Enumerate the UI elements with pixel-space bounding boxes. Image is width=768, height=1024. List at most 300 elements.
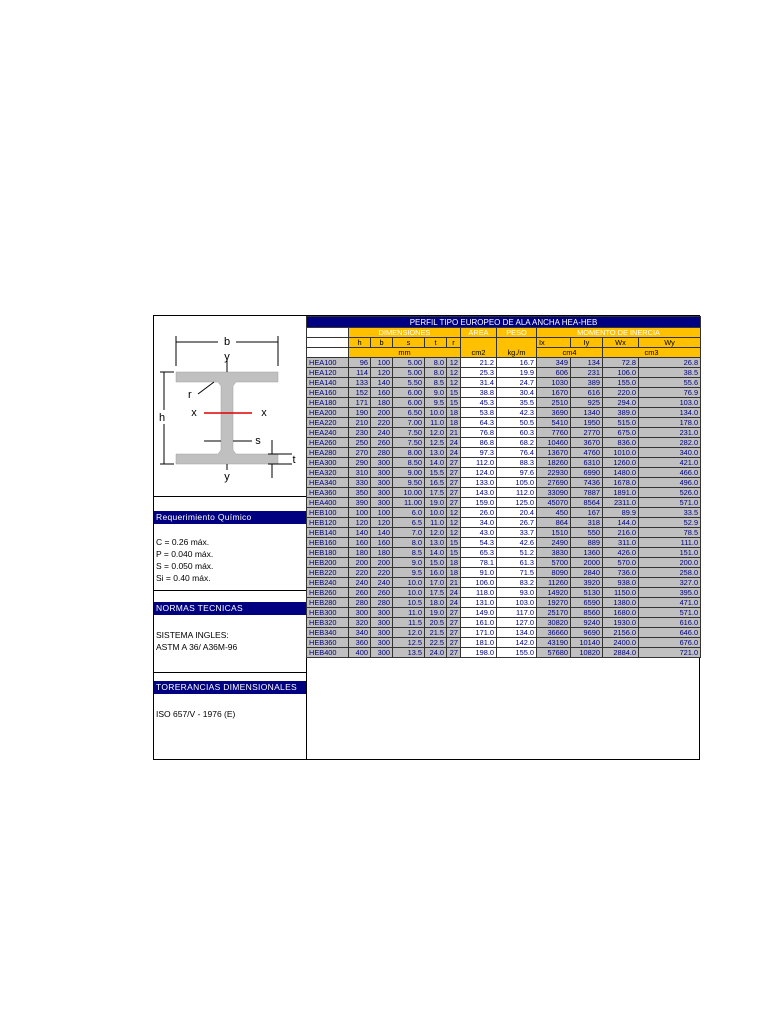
table-cell: 86.8: [461, 438, 497, 448]
table-cell: 27: [447, 498, 461, 508]
table-cell: 120: [371, 518, 393, 528]
col-wx: Wx: [603, 338, 639, 348]
table-cell: 570.0: [603, 558, 639, 568]
table-cell: 15: [447, 538, 461, 548]
table-cell: 1891.0: [603, 488, 639, 498]
table-cell: 13.0: [425, 538, 447, 548]
table-cell: 1670: [537, 388, 571, 398]
profile-name-cell: HEB180: [307, 548, 349, 558]
table-cell: 571.0: [639, 498, 701, 508]
table-cell: 250: [349, 438, 371, 448]
table-cell: 8.5: [425, 378, 447, 388]
profile-name-cell: HEA400: [307, 498, 349, 508]
table-row: [307, 418, 701, 428]
profile-name-cell: HEA120: [307, 368, 349, 378]
table-cell: 12.0: [425, 528, 447, 538]
table-cell: 2311.0: [603, 498, 639, 508]
profile-name-cell: HEB280: [307, 598, 349, 608]
table-cell: 7887: [571, 488, 603, 498]
table-cell: 52.9: [639, 518, 701, 528]
table-cell: 550: [571, 528, 603, 538]
table-cell: 8.5: [393, 548, 425, 558]
table-cell: 30.4: [497, 388, 537, 398]
table-cell: 171: [349, 398, 371, 408]
table-cell: 270: [349, 448, 371, 458]
table-cell: 22930: [537, 468, 571, 478]
table-cell: 26.7: [497, 518, 537, 528]
table-cell: 300: [371, 498, 393, 508]
table-cell: 327.0: [639, 578, 701, 588]
table-cell: 27: [447, 458, 461, 468]
profile-name-cell: HEB100: [307, 508, 349, 518]
table-cell: 17.0: [425, 578, 447, 588]
table-cell: 8560: [571, 608, 603, 618]
group-momento: MOMENTO DE INERCIA: [537, 328, 701, 338]
table-cell: 114: [349, 368, 371, 378]
table-cell: 300: [371, 608, 393, 618]
table-cell: 24.0: [425, 648, 447, 658]
col-s: s: [393, 338, 425, 348]
table-cell: 220: [349, 568, 371, 578]
table-cell: 76.4: [497, 448, 537, 458]
table-row: [307, 428, 701, 438]
table-cell: 200.0: [639, 558, 701, 568]
table-cell: 21: [447, 578, 461, 588]
table-cell: 3920: [571, 578, 603, 588]
chem-line: C = 0.26 máx.: [156, 537, 210, 547]
table-cell: 42.6: [497, 538, 537, 548]
profile-name-cell: HEA280: [307, 448, 349, 458]
table-cell: 280: [349, 598, 371, 608]
table-row: [307, 598, 701, 608]
table-cell: 1260.0: [603, 458, 639, 468]
chemical-requirement-heading: Requerimiento Químico: [154, 511, 306, 524]
table-row: [307, 618, 701, 628]
table-cell: 350: [349, 488, 371, 498]
table-cell: 97.3: [461, 448, 497, 458]
table-cell: 26.0: [461, 508, 497, 518]
table-cell: 6590: [571, 598, 603, 608]
table-cell: 24: [447, 598, 461, 608]
table-cell: 155.0: [603, 378, 639, 388]
table-cell: 18: [447, 568, 461, 578]
table-cell: 8.00: [393, 448, 425, 458]
col-h: h: [349, 338, 371, 348]
table-cell: 330: [349, 478, 371, 488]
table-cell: 120: [371, 368, 393, 378]
table-cell: 68.2: [497, 438, 537, 448]
table-cell: 9.5: [425, 398, 447, 408]
table-cell: 471.0: [639, 598, 701, 608]
table-cell: 10.0: [393, 588, 425, 598]
table-cell: 18.0: [425, 598, 447, 608]
table-cell: 216.0: [603, 528, 639, 538]
table-cell: 26.8: [639, 358, 701, 368]
profile-name-cell: HEB160: [307, 538, 349, 548]
tolerance-line: ISO 657/V - 1976 (E): [156, 709, 236, 719]
chem-line: Si = 0.40 máx.: [156, 573, 211, 583]
col-r: r: [447, 338, 461, 348]
technical-norms-heading: NORMAS TECNICAS: [154, 602, 306, 615]
table-cell: 120: [349, 518, 371, 528]
table-cell: 42.3: [497, 408, 537, 418]
table-cell: 300: [371, 458, 393, 468]
table-cell: 14.0: [425, 458, 447, 468]
table-cell: 12.0: [393, 628, 425, 638]
table-cell: 17.5: [425, 588, 447, 598]
dim-t-label: t: [292, 454, 296, 466]
table-cell: 25.3: [461, 368, 497, 378]
table-cell: 78.5: [639, 528, 701, 538]
table-cell: 721.0: [639, 648, 701, 658]
table-cell: 93.0: [497, 588, 537, 598]
table-cell: 88.3: [497, 458, 537, 468]
table-cell: 310: [349, 468, 371, 478]
table-cell: 10820: [571, 648, 603, 658]
table-cell: 20.5: [425, 618, 447, 628]
table-cell: 2840: [571, 568, 603, 578]
table-row: [307, 508, 701, 518]
table-cell: 220.0: [603, 388, 639, 398]
table-row: [307, 458, 701, 468]
profile-name-cell: HEA320: [307, 468, 349, 478]
table-cell: 1150.0: [603, 588, 639, 598]
table-cell: 616: [571, 388, 603, 398]
table-cell: 140: [371, 528, 393, 538]
unit-cm2: cm2: [461, 338, 497, 358]
table-cell: 1930.0: [603, 618, 639, 628]
unit-kgm: kg./m: [497, 338, 537, 358]
table-cell: 300: [371, 468, 393, 478]
profile-table-wrap: [306, 316, 700, 658]
table-cell: 6.5: [393, 518, 425, 528]
table-cell: 100: [371, 358, 393, 368]
table-cell: 20.4: [497, 508, 537, 518]
table-cell: 200: [371, 408, 393, 418]
table-cell: 389.0: [603, 408, 639, 418]
table-cell: 27: [447, 488, 461, 498]
table-cell: 103.0: [497, 598, 537, 608]
profile-name-cell: HEA200: [307, 408, 349, 418]
table-cell: 24: [447, 438, 461, 448]
table-cell: 11.5: [393, 618, 425, 628]
table-row: [307, 558, 701, 568]
table-cell: 12.0: [425, 428, 447, 438]
table-cell: 6.0: [393, 508, 425, 518]
table-cell: 3690: [537, 408, 571, 418]
table-cell: 258.0: [639, 568, 701, 578]
table-cell: 10.0: [393, 578, 425, 588]
table-cell: 13670: [537, 448, 571, 458]
profile-table: [306, 316, 701, 658]
profile-name-cell: HEA260: [307, 438, 349, 448]
tolerances-heading: TORERANCIAS DIMENSIONALES: [154, 681, 306, 694]
table-cell: 124.0: [461, 468, 497, 478]
table-cell: 1678.0: [603, 478, 639, 488]
table-cell: 133: [349, 378, 371, 388]
profile-name-cell: HEB140: [307, 528, 349, 538]
table-cell: 8.0: [393, 538, 425, 548]
table-row: [307, 608, 701, 618]
table-cell: 38.5: [639, 368, 701, 378]
table-cell: 3670: [571, 438, 603, 448]
table-cell: 450: [537, 508, 571, 518]
profile-name-cell: HEA340: [307, 478, 349, 488]
table-row: [307, 448, 701, 458]
table-cell: 390: [349, 498, 371, 508]
table-cell: 1480.0: [603, 468, 639, 478]
table-cell: 14.0: [425, 548, 447, 558]
table-row: [307, 648, 701, 658]
table-cell: 30820: [537, 618, 571, 628]
table-cell: 19.0: [425, 608, 447, 618]
table-cell: 27690: [537, 478, 571, 488]
table-cell: 149.0: [461, 608, 497, 618]
table-cell: 231.0: [639, 428, 701, 438]
table-row: [307, 368, 701, 378]
table-cell: 22.5: [425, 638, 447, 648]
table-cell: 1030: [537, 378, 571, 388]
table-cell: 161.0: [461, 618, 497, 628]
group-area: AREA: [461, 328, 497, 338]
table-cell: 27: [447, 628, 461, 638]
table-cell: 389: [571, 378, 603, 388]
table-cell: 7.50: [393, 428, 425, 438]
table-cell: 12: [447, 518, 461, 528]
table-cell: 78.1: [461, 558, 497, 568]
table-cell: 167: [571, 508, 603, 518]
table-cell: 13.0: [425, 448, 447, 458]
table-cell: 53.8: [461, 408, 497, 418]
profile-name-cell: HEA360: [307, 488, 349, 498]
table-cell: 240: [371, 578, 393, 588]
table-row: [307, 498, 701, 508]
table-row: [307, 568, 701, 578]
table-cell: 2490: [537, 538, 571, 548]
table-cell: 282.0: [639, 438, 701, 448]
table-cell: 19270: [537, 598, 571, 608]
table-cell: 200: [371, 558, 393, 568]
dim-b-label: b: [223, 336, 231, 348]
table-cell: 5410: [537, 418, 571, 428]
table-row: [307, 538, 701, 548]
table-cell: 11.0: [425, 418, 447, 428]
table-cell: 89.9: [603, 508, 639, 518]
table-cell: 311.0: [603, 538, 639, 548]
table-cell: 198.0: [461, 648, 497, 658]
table-cell: 21.2: [461, 358, 497, 368]
profile-name-cell: HEB300: [307, 608, 349, 618]
table-cell: 36660: [537, 628, 571, 638]
table-cell: 6310: [571, 458, 603, 468]
table-cell: 925: [571, 398, 603, 408]
col-b: b: [371, 338, 393, 348]
table-row: [307, 548, 701, 558]
table-row: [307, 408, 701, 418]
table-cell: 9690: [571, 628, 603, 638]
table-cell: 178.0: [639, 418, 701, 428]
table-cell: 19.0: [425, 498, 447, 508]
table-cell: 12.5: [393, 638, 425, 648]
table-cell: 133.0: [461, 478, 497, 488]
table-cell: 64.3: [461, 418, 497, 428]
table-cell: 300: [371, 628, 393, 638]
table-cell: 360: [349, 638, 371, 648]
table-cell: 1950: [571, 418, 603, 428]
table-cell: 290: [349, 458, 371, 468]
table-cell: 91.0: [461, 568, 497, 578]
table-cell: 15.5: [425, 468, 447, 478]
table-cell: 320: [349, 618, 371, 628]
table-cell: 152: [349, 388, 371, 398]
table-cell: 12: [447, 358, 461, 368]
table-cell: 9.50: [393, 478, 425, 488]
col-t: t: [425, 338, 447, 348]
table-cell: 736.0: [603, 568, 639, 578]
table-cell: 2510: [537, 398, 571, 408]
table-cell: 24: [447, 588, 461, 598]
table-cell: 51.2: [497, 548, 537, 558]
table-cell: 2156.0: [603, 628, 639, 638]
tolerances-list: [156, 708, 235, 720]
chem-line: P = 0.040 máx.: [156, 549, 214, 559]
profile-rows: [307, 358, 701, 658]
table-cell: 300: [371, 488, 393, 498]
table-cell: 5.50: [393, 378, 425, 388]
table-cell: 18: [447, 418, 461, 428]
table-cell: 106.0: [603, 368, 639, 378]
table-cell: 24: [447, 448, 461, 458]
table-cell: 1340: [571, 408, 603, 418]
table-cell: 4760: [571, 448, 603, 458]
table-cell: 240: [349, 578, 371, 588]
profile-name-cell: HEB320: [307, 618, 349, 628]
group-dimensiones: DIMENSIONES: [349, 328, 461, 338]
table-cell: 18: [447, 408, 461, 418]
profile-name-cell: HEA180: [307, 398, 349, 408]
table-cell: 12: [447, 368, 461, 378]
table-cell: 9.5: [393, 568, 425, 578]
table-cell: 9.00: [393, 468, 425, 478]
table-row: [307, 638, 701, 648]
profile-name-cell: HEB240: [307, 578, 349, 588]
table-cell: 151.0: [639, 548, 701, 558]
norm-line: ASTM A 36/ A36M-96: [156, 642, 238, 652]
technical-norms-list: [156, 629, 237, 653]
group-peso: PESO: [497, 328, 537, 338]
table-row: [307, 378, 701, 388]
table-cell: 280: [371, 598, 393, 608]
table-cell: 180: [371, 398, 393, 408]
table-cell: 938.0: [603, 578, 639, 588]
table-cell: 43.0: [461, 528, 497, 538]
table-cell: 12.5: [425, 438, 447, 448]
table-cell: 43190: [537, 638, 571, 648]
table-cell: 340: [349, 628, 371, 638]
table-cell: 200: [349, 558, 371, 568]
table-cell: 100: [371, 508, 393, 518]
table-cell: 3830: [537, 548, 571, 558]
table-cell: 125.0: [497, 498, 537, 508]
table-cell: 10140: [571, 638, 603, 648]
table-cell: 7.50: [393, 438, 425, 448]
table-cell: 106.0: [461, 578, 497, 588]
table-cell: 2770: [571, 428, 603, 438]
unit-cm4: cm4: [537, 348, 603, 358]
table-cell: 7.00: [393, 418, 425, 428]
table-cell: 181.0: [461, 638, 497, 648]
table-cell: 54.3: [461, 538, 497, 548]
i-beam-drawing: [154, 316, 306, 496]
table-cell: 38.8: [461, 388, 497, 398]
table-cell: 76.8: [461, 428, 497, 438]
table-cell: 142.0: [497, 638, 537, 648]
table-cell: 864: [537, 518, 571, 528]
table-cell: 15.0: [425, 558, 447, 568]
table-cell: 220: [371, 418, 393, 428]
table-cell: 8.0: [425, 368, 447, 378]
profile-name-cell: HEA100: [307, 358, 349, 368]
table-cell: 10.00: [393, 488, 425, 498]
table-cell: 220: [371, 568, 393, 578]
table-cell: 50.5: [497, 418, 537, 428]
table-cell: 8564: [571, 498, 603, 508]
table-cell: 300: [349, 608, 371, 618]
table-cell: 496.0: [639, 478, 701, 488]
dim-r-label: r: [188, 389, 192, 401]
table-row: [307, 588, 701, 598]
table-cell: 134.0: [639, 408, 701, 418]
table-cell: 349: [537, 358, 571, 368]
table-cell: 9240: [571, 618, 603, 628]
axis-x-left-label: x: [191, 407, 197, 419]
table-cell: 5.00: [393, 368, 425, 378]
table-cell: 34.0: [461, 518, 497, 528]
table-cell: 134: [571, 358, 603, 368]
table-cell: 45070: [537, 498, 571, 508]
table-cell: 33.5: [639, 508, 701, 518]
profile-name-cell: HEA140: [307, 378, 349, 388]
table-cell: 11.00: [393, 498, 425, 508]
table-cell: 11260: [537, 578, 571, 588]
table-cell: 1380.0: [603, 598, 639, 608]
table-cell: 300: [371, 618, 393, 628]
table-cell: 24.7: [497, 378, 537, 388]
profile-name-cell: HEB340: [307, 628, 349, 638]
divider: [154, 672, 306, 673]
table-cell: 118.0: [461, 588, 497, 598]
table-cell: 10.0: [425, 408, 447, 418]
table-cell: 83.2: [497, 578, 537, 588]
table-cell: 240: [371, 428, 393, 438]
table-cell: 27: [447, 468, 461, 478]
table-cell: 6.00: [393, 398, 425, 408]
table-cell: 340.0: [639, 448, 701, 458]
table-cell: 15: [447, 388, 461, 398]
table-cell: 466.0: [639, 468, 701, 478]
axis-y-bottom-label: y: [224, 471, 230, 483]
table-cell: 112.0: [497, 488, 537, 498]
table-row: [307, 488, 701, 498]
unit-mm: mm: [349, 348, 461, 358]
table-cell: 2400.0: [603, 638, 639, 648]
table-cell: 6990: [571, 468, 603, 478]
table-cell: 27: [447, 608, 461, 618]
table-cell: 5.00: [393, 358, 425, 368]
axis-y-top-label: y: [224, 351, 230, 363]
table-cell: 25170: [537, 608, 571, 618]
table-cell: 160: [349, 538, 371, 548]
